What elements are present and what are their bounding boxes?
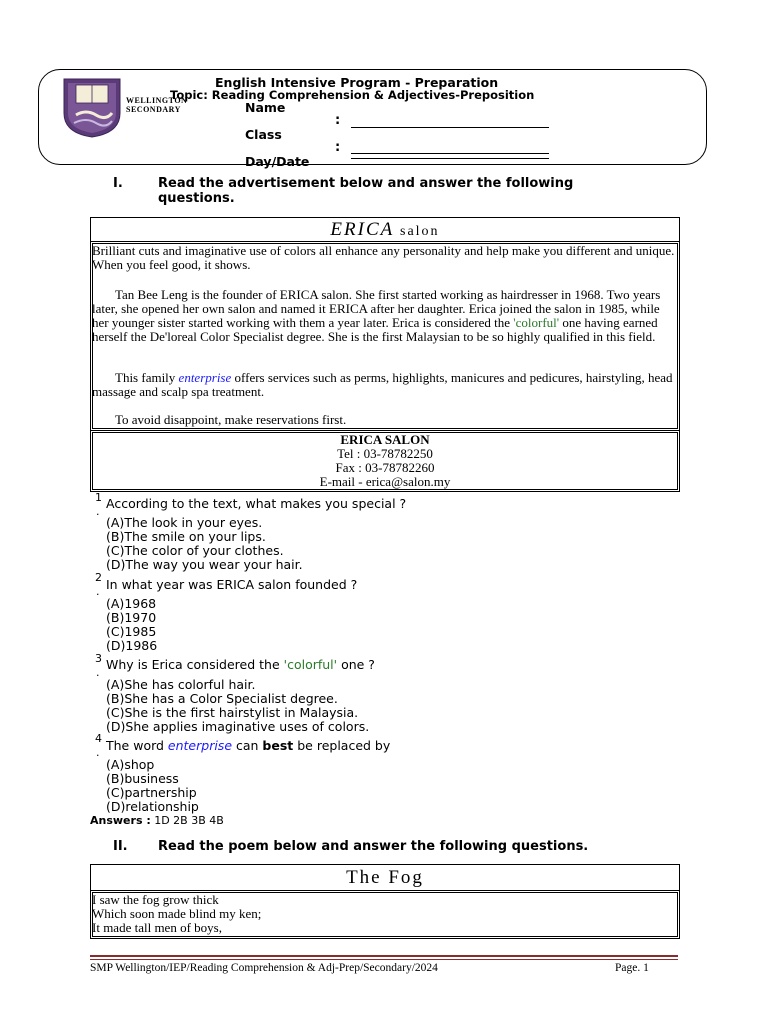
section-1-number: I.: [113, 176, 123, 191]
question-2-option-c[interactable]: (C)1985: [106, 624, 157, 639]
footer-rule-thick: [90, 955, 678, 957]
contact-fax: Fax : 03-78782260: [335, 460, 435, 475]
question-3-number: 3: [95, 652, 102, 665]
enterprise-highlight-q4: enterprise: [167, 738, 233, 753]
program-title: English Intensive Program - Preparation: [215, 75, 499, 90]
section-2-instruction: Read the poem below and answer the following questions.: [158, 839, 589, 854]
question-3-option-a[interactable]: (A)She has colorful hair.: [106, 677, 256, 692]
section-1-instruction: Read the advertisement below and answer the following questions.: [158, 176, 574, 206]
school-logo: [62, 73, 122, 139]
question-1-option-d[interactable]: (D)The way you wear your hair.: [106, 557, 303, 572]
name-label: Name: [245, 100, 286, 115]
section-2-number: II.: [113, 839, 128, 854]
enterprise-highlight: enterprise: [178, 370, 232, 385]
question-2-option-b[interactable]: (B)1970: [106, 610, 157, 625]
question-3-text: Why is Erica considered the 'colorful' one ?: [106, 657, 375, 672]
question-4-dot: .: [96, 746, 100, 759]
question-3-option-b[interactable]: (B)She has a Color Specialist degree.: [106, 691, 338, 706]
question-4-text: The word enterprise can best be replaced by: [106, 738, 391, 753]
class-blank-line[interactable]: [351, 153, 549, 154]
advert-paragraph-4: To avoid disappoint, make reservations first.: [115, 412, 347, 427]
poem-line-3: It made tall men of boys,: [92, 920, 222, 935]
question-2-option-a[interactable]: (A)1968: [106, 596, 157, 611]
colorful-highlight: 'colorful': [513, 315, 560, 330]
class-colon: :: [335, 140, 341, 155]
footer-page-number: Page. 1: [615, 962, 649, 974]
contact-email: E-mail - erica@salon.my: [319, 474, 451, 489]
question-4-option-d[interactable]: (D)relationship: [106, 799, 199, 814]
question-4-option-a[interactable]: (A)shop: [106, 757, 155, 772]
school-name: WELLINGTON SECONDARY: [126, 96, 188, 114]
school-crest-icon: [62, 73, 122, 139]
poem-title-box: [90, 864, 680, 892]
advert-paragraph-1: Brilliant cuts and imaginative use of colors all enhance any personality and help make you different and unique. When you feel good, it shows.: [92, 243, 675, 272]
poem-line-1: I saw the fog grow thick: [92, 892, 219, 907]
name-colon: :: [335, 113, 341, 128]
question-1-dot: .: [96, 505, 100, 518]
poem-title: The Fog: [346, 867, 424, 888]
question-3-option-d[interactable]: (D)She applies imaginative uses of colors.: [106, 719, 370, 734]
question-1-text: According to the text, what makes you special ?: [106, 496, 407, 511]
question-4-option-c[interactable]: (C)partnership: [106, 785, 197, 800]
question-4-number: 4: [95, 732, 102, 745]
question-1-number: 1: [95, 491, 102, 504]
question-3-dot: .: [96, 666, 100, 679]
answer-key-values: 1D 2B 3B 4B: [154, 814, 224, 827]
contact-name: ERICA SALON: [340, 432, 430, 447]
day-date-label: Day/Date: [245, 154, 310, 169]
poem-line-2: Which soon made blind my ken;: [92, 906, 262, 921]
question-4-option-b[interactable]: (B)business: [106, 771, 179, 786]
class-label: Class: [245, 127, 282, 142]
contact-tel: Tel : 03-78782250: [337, 446, 433, 461]
advert-paragraph-3: This family enterprise offers services such as perms, highlights, manicures and pedicures, hairstyling, head massage and scalp spa treatment.: [92, 370, 673, 399]
question-1-option-b[interactable]: (B)The smile on your lips.: [106, 529, 266, 544]
question-2-text: In what year was ERICA salon founded ?: [106, 577, 358, 592]
answer-key: [90, 814, 224, 827]
question-3-option-c[interactable]: (C)She is the first hairstylist in Malaysia.: [106, 705, 359, 720]
topic-line: Topic: Reading Comprehension & Adjectives-Preposition: [170, 88, 535, 102]
footer-rule-thin: [90, 959, 678, 960]
colorful-highlight-q3: 'colorful': [283, 657, 338, 672]
advert-contact-box: [90, 430, 680, 492]
question-1-option-a[interactable]: (A)The look in your eyes.: [106, 515, 263, 530]
best-emphasis: best: [262, 738, 294, 753]
name-blank-line[interactable]: [351, 127, 549, 128]
advert-title-sub: salon: [400, 224, 440, 239]
advert-title-brand: ERICA: [330, 219, 395, 240]
question-2-option-d[interactable]: (D)1986: [106, 638, 158, 653]
answer-key-label: Answers :: [90, 814, 151, 827]
advert-title: [330, 219, 439, 240]
advert-title-box: [90, 217, 680, 243]
day-date-blank-line[interactable]: [351, 158, 549, 159]
question-2-dot: .: [96, 585, 100, 598]
question-1-option-c[interactable]: (C)The color of your clothes.: [106, 543, 284, 558]
advert-paragraph-2: Tan Bee Leng is the founder of ERICA salon. She first started working as hairdresser in 1968. Two years later, she opened her own salon and named it ERICA after her daughter. Erica joined the salon in 1985, while her younger sister started working with them a year later. Erica is considered the 'colorful' one having earned herself the De'loreal Color Specialist degree. She is the first Malaysian to be so highly qualified in this field.: [92, 287, 661, 344]
question-2-number: 2: [95, 571, 102, 584]
footer-text: SMP Wellington/IEP/Reading Comprehension & Adj-Prep/Secondary/2024: [90, 962, 438, 974]
